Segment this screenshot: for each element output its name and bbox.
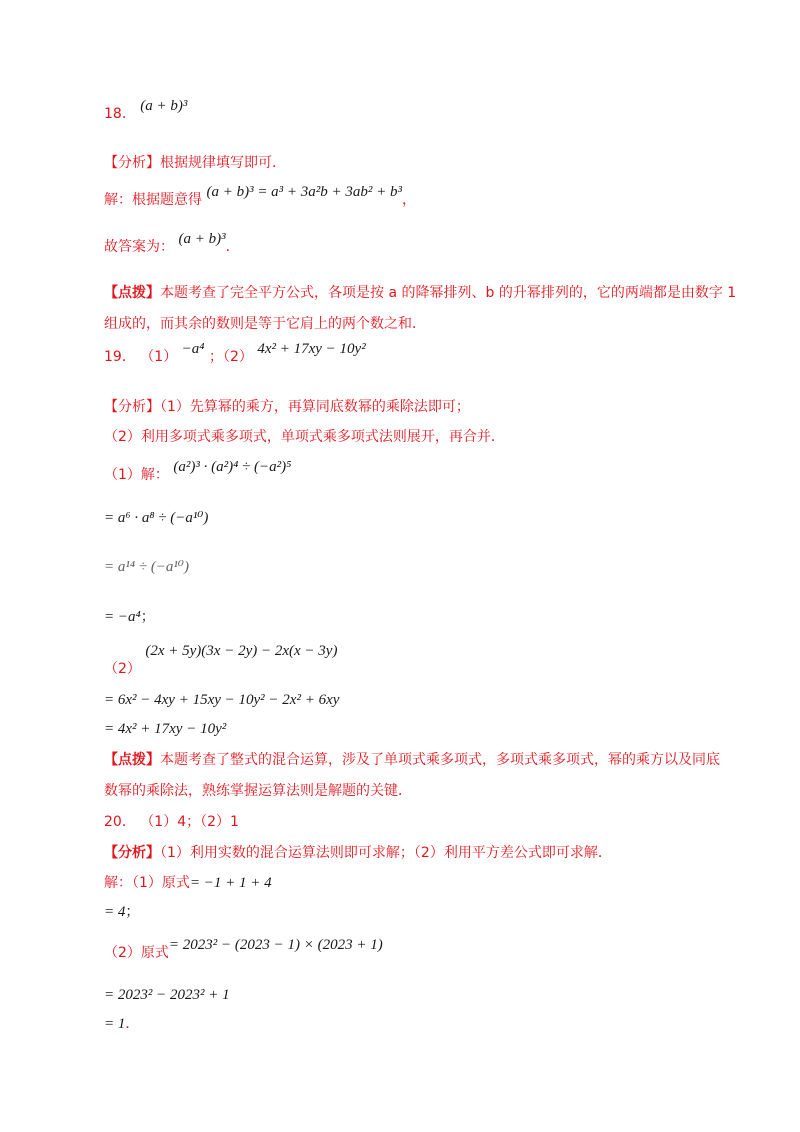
q18-solution-math: (a + b)³ = a³ + 3a²b + 3ab² + b³ — [206, 184, 403, 200]
q18-tip-line-2 — [104, 314, 426, 334]
q19-sol1-label: （1）解： — [104, 467, 169, 483]
q20-step-3-end: ． — [125, 1016, 140, 1032]
q19-analysis-text-1: （1）先算幂的乘方，再算同底数幂的乘除法即可； — [160, 399, 470, 415]
q18-analysis-tag: 【分析】 — [104, 155, 160, 171]
q20-sol2-expr: = 2023² − (2023 − 1) × (2023 + 1) — [168, 937, 383, 953]
q19-part1-label: （1） — [140, 349, 178, 365]
q19-sol2-expr: (2x + 5y)(3x − 2y) − 2x(x − 3y) — [145, 643, 338, 659]
q20-step-3: = 1 — [104, 1016, 126, 1032]
q19-tip-text-2: 数幂的乘除法，熟练掌握运算法则是解题的关键． — [104, 783, 412, 799]
q18-tip-line-1 — [104, 283, 736, 303]
q20-analysis — [104, 843, 612, 863]
q18-solution-prefix: 解：根据题意得 — [104, 192, 202, 208]
q18-tip-text-1: 本题考查了完全平方公式，各项是按 a 的降幂排列、b 的升幂排列的，它的两端都是由数字 1 — [160, 285, 737, 301]
q19-analysis-line-2 — [104, 427, 505, 447]
q19-analysis-tag: 【分析】 — [104, 399, 160, 415]
q19-step-2: = a¹⁴ ÷ (−a¹⁰) — [104, 559, 189, 575]
q19-tip-tag: 【点拨】 — [104, 752, 160, 768]
q19-part2-answer: 4x² + 17xy − 10y² — [257, 341, 366, 357]
q19-step-3-end: ； — [140, 609, 155, 625]
q19-tip-text-1: 本题考查了整式的混合运算，涉及了单项式乘多项式，多项式乘多项式，幂的乘方以及同底 — [160, 752, 720, 768]
q19-solution-2 — [104, 643, 338, 677]
q19-sol2-label: （2） — [104, 661, 141, 677]
q20-analysis-tag: 【分析】 — [104, 845, 160, 861]
q19-step-5: = 4x² + 17xy − 10y² — [104, 721, 227, 737]
q18-answer-line — [104, 98, 188, 124]
q19-tip-line-2 — [104, 781, 412, 801]
q18-conclusion-end: ． — [225, 239, 240, 255]
q19-tip-line-1 — [104, 750, 720, 770]
q19-answer-line — [104, 341, 366, 367]
q19-step-4: = 6x² − 4xy + 15xy − 10y² − 2x² + 6xy — [104, 692, 340, 708]
q20-step-1-line — [104, 902, 139, 922]
q20-step-1-end: ； — [125, 904, 140, 920]
q19-step-3: = −a⁴ — [104, 609, 141, 625]
q19-number: 19． — [104, 349, 136, 365]
q20-answer: （1）4；（2）1 — [140, 814, 239, 830]
q18-conclusion-math: (a + b)³ — [178, 231, 226, 247]
q20-number: 20． — [104, 814, 136, 830]
q19-step-1: = a⁶ · a⁸ ÷ (−a¹⁰) — [104, 510, 209, 526]
q18-number: 18． — [104, 106, 136, 122]
q18-conclusion-prefix: 故答案为： — [104, 239, 174, 255]
q19-solution-1 — [104, 459, 292, 485]
q18-solution — [104, 184, 417, 210]
q18-analysis-text: 根据规律填写即可． — [160, 155, 286, 171]
q20-solution-1 — [104, 873, 272, 893]
q20-sol2-label: （2）原式 — [104, 945, 169, 961]
q20-solution-2 — [104, 935, 383, 961]
q20-answer-line — [104, 812, 239, 832]
q19-part1-answer: −a⁴ — [181, 341, 205, 357]
q19-sol1-expr: (a²)³ · (a²)⁴ ÷ (−a²)⁵ — [173, 459, 292, 475]
q18-tip-text-2: 组成的，而其余的数则是等于它肩上的两个数之和． — [104, 316, 426, 332]
q18-analysis — [104, 153, 286, 173]
q18-answer: (a + b)³ — [140, 98, 188, 114]
q18-conclusion — [104, 231, 240, 257]
q20-analysis-text: （1）利用实数的混合运算法则即可求解；（2）利用平方差公式即可求解． — [160, 845, 612, 861]
q20-step-3-line — [104, 1014, 139, 1034]
q20-step-1: = 4 — [104, 904, 126, 920]
q19-step-3-line — [104, 607, 155, 627]
q20-step-2: = 2023² − 2023² + 1 — [104, 987, 230, 1003]
q19-analysis-line-1 — [104, 397, 470, 417]
q18-tip-tag: 【点拨】 — [104, 285, 160, 301]
q18-solution-end: ， — [402, 192, 417, 208]
q19-separator: ；（2） — [208, 349, 253, 365]
q20-sol1-expr: = −1 + 1 + 4 — [189, 875, 272, 891]
q20-sol1-label: 解：（1）原式 — [104, 875, 190, 891]
q19-analysis-text-2: （2）利用多项式乘多项式，单项式乘多项式法则展开，再合并． — [104, 429, 505, 445]
